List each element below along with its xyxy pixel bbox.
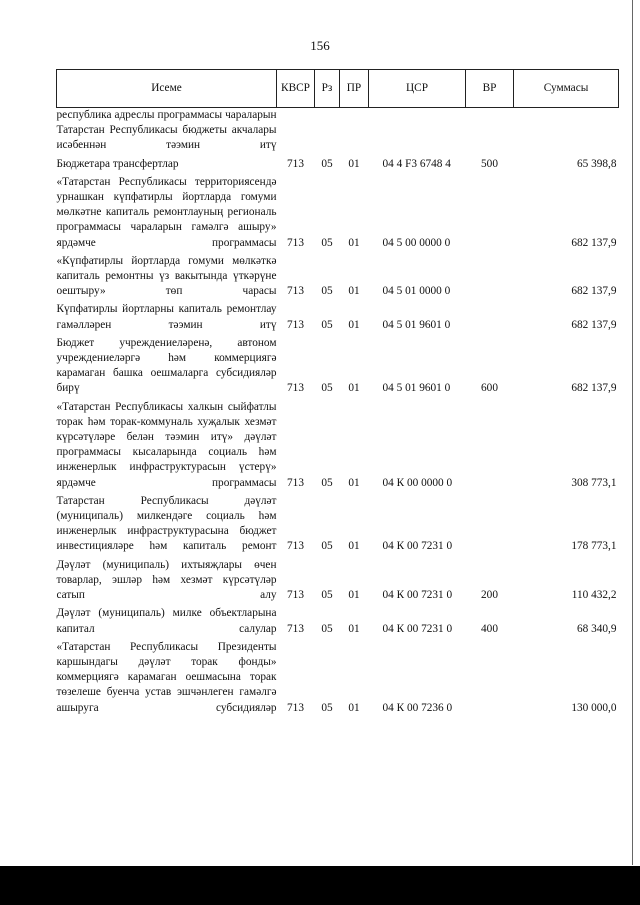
- header-rz: Рз: [315, 70, 340, 108]
- row-name: Дәүләт (муниципаль) милке объектларына капитал салулар: [56, 607, 277, 635]
- row-pr: 01: [348, 318, 360, 331]
- row-kvsr: 713: [287, 476, 304, 489]
- row-name: Татарстан Республикасы дәүләт (муниципаль) милкендәге социаль һәм инженерлык инфраструктурасына бюджет инвестицияләре һәм капиталь ремонт: [56, 494, 277, 553]
- row-kvsr: 713: [287, 318, 304, 331]
- row-csr: 04 5 01 0000 0: [382, 285, 451, 298]
- row-kvsr: 713: [287, 382, 304, 395]
- row-vr: [466, 491, 514, 555]
- row-pr: 01: [348, 236, 360, 249]
- row-rz: 05: [321, 476, 333, 489]
- row-kvsr: 713: [287, 701, 304, 714]
- row-csr: 04 К 00 0000 0: [382, 476, 453, 489]
- header-kvsr: КВСР: [277, 70, 315, 108]
- row-pr: 01: [348, 157, 360, 170]
- row-vr: 600: [481, 382, 498, 395]
- scan-edge-line: [632, 0, 633, 865]
- row-amount: 682 137,9: [571, 318, 617, 331]
- row-pr: 01: [348, 382, 360, 395]
- budget-table: [56, 69, 619, 716]
- row-amount: 682 137,9: [571, 236, 617, 249]
- row-csr: 04 5 00 0000 0: [382, 236, 451, 249]
- header-pr: ПР: [340, 70, 369, 108]
- table-row: [57, 555, 619, 604]
- page-number: 156: [310, 38, 330, 53]
- row-csr: 04 4 F3 6748 4: [382, 157, 451, 170]
- row-name: «Татарстан Республикасы халкын сыйфатлы торак һәм торак-коммуналь хуҗалык хезмәт күрсәтүләре белән тәэмин итү» дәүләт программасы кысаларында социаль һәм инженерлык инфраструктурасын үстерү» ярдәмче программасы: [56, 400, 277, 489]
- table-row: [57, 299, 619, 332]
- scan-bottom-border: [0, 866, 640, 905]
- row-vr: 200: [481, 589, 498, 602]
- table-row: [57, 397, 619, 491]
- row-rz: 05: [321, 157, 333, 170]
- row-pr: 01: [348, 540, 360, 553]
- header-amount: Суммасы: [514, 70, 619, 108]
- row-vr: [466, 397, 514, 491]
- row-rz: 05: [321, 540, 333, 553]
- header-name: Исеме: [57, 70, 277, 108]
- row-vr: [466, 637, 514, 716]
- row-vr: [466, 251, 514, 300]
- row-name: «Күпфатирлы йортларда гомуми мөлкәткә капиталь ремонтны үз вакытында үткәрүне оештыру» төп чарасы: [56, 254, 277, 298]
- table-header-row: [57, 70, 619, 108]
- row-pr: 01: [348, 285, 360, 298]
- row-kvsr: 713: [287, 622, 304, 635]
- row-vr: 500: [481, 157, 498, 170]
- row-kvsr: 713: [287, 285, 304, 298]
- table-row: [57, 333, 619, 397]
- row-amount: 682 137,9: [571, 382, 617, 395]
- row-name: Күпфатирлы йортларны капиталь ремонтлау гамәлләрен тәэмин итү: [56, 303, 277, 331]
- row-rz: 05: [321, 318, 333, 331]
- row-rz: 05: [321, 622, 333, 635]
- row-kvsr: 713: [287, 236, 304, 249]
- row-rz: 05: [321, 285, 333, 298]
- row-amount: 65 398,8: [576, 157, 617, 170]
- row-vr: [466, 172, 514, 251]
- table-row: [57, 491, 619, 555]
- table-row: [57, 637, 619, 716]
- row-amount: 308 773,1: [571, 476, 617, 489]
- row-name: Бюджетара трансфертлар: [56, 157, 179, 170]
- table-row: [57, 603, 619, 636]
- row-csr: 04 К 00 7231 0: [382, 589, 453, 602]
- row-rz: 05: [321, 236, 333, 249]
- row-amount: 178 773,1: [571, 540, 617, 553]
- row-kvsr: 713: [287, 540, 304, 553]
- row-csr: 04 К 00 7231 0: [382, 540, 453, 553]
- table-row-continuation: [57, 108, 619, 154]
- row-csr: 04 К 00 7231 0: [382, 622, 453, 635]
- row-amount: 68 340,9: [576, 622, 617, 635]
- header-vr: ВР: [466, 70, 514, 108]
- row-name: «Татарстан Республикасы территориясендә урнашкан күпфатирлы йортларда гомуми мөлкәтне капиталь ремонтлауның региональ программасы чараларын гамәлгә ашыру» ярдәмче программасы: [56, 175, 277, 249]
- row-name: «Татарстан Республикасы Президенты каршындагы дәүләт торак фонды» коммерциягә карамаган оешмасына торак төзелеше буенча устав эшчәнлеген гамәлгә ашыруга субсидияләр: [56, 640, 277, 714]
- table-row: [57, 172, 619, 251]
- row-amount: 130 000,0: [571, 701, 617, 714]
- row-name: Бюджет учреждениеләренә, автоном учреждениеләргә һәм коммерциягә карамаган башка оешмаларга субсидияләр бирү: [56, 336, 277, 395]
- row-vr: 400: [481, 622, 498, 635]
- row-rz: 05: [321, 701, 333, 714]
- table-row: [57, 251, 619, 300]
- row-csr: 04 5 01 9601 0: [382, 382, 451, 395]
- row-pr: 01: [348, 622, 360, 635]
- row-amount: 682 137,9: [571, 285, 617, 298]
- row-amount: 110 432,2: [571, 589, 617, 602]
- row-vr: [466, 299, 514, 332]
- row-pr: 01: [348, 589, 360, 602]
- row-rz: 05: [321, 589, 333, 602]
- header-csr: ЦСР: [369, 70, 466, 108]
- row-name: Дәүләт (муниципаль) ихтыяҗлары өчен товарлар, эшләр һәм хезмәт күрсәтүләр сатып алу: [56, 558, 277, 602]
- row-rz: 05: [321, 382, 333, 395]
- row-csr: 04 К 00 7236 0: [382, 701, 453, 714]
- row-name: республика адреслы программасы чараларын Татарстан Республикасы бюджеты акчалары исәбеннән тәэмин итү: [56, 109, 277, 152]
- row-kvsr: 713: [287, 157, 304, 170]
- row-pr: 01: [348, 701, 360, 714]
- row-csr: 04 5 01 9601 0: [382, 318, 451, 331]
- row-pr: 01: [348, 476, 360, 489]
- row-kvsr: 713: [287, 589, 304, 602]
- table-row: [57, 154, 619, 172]
